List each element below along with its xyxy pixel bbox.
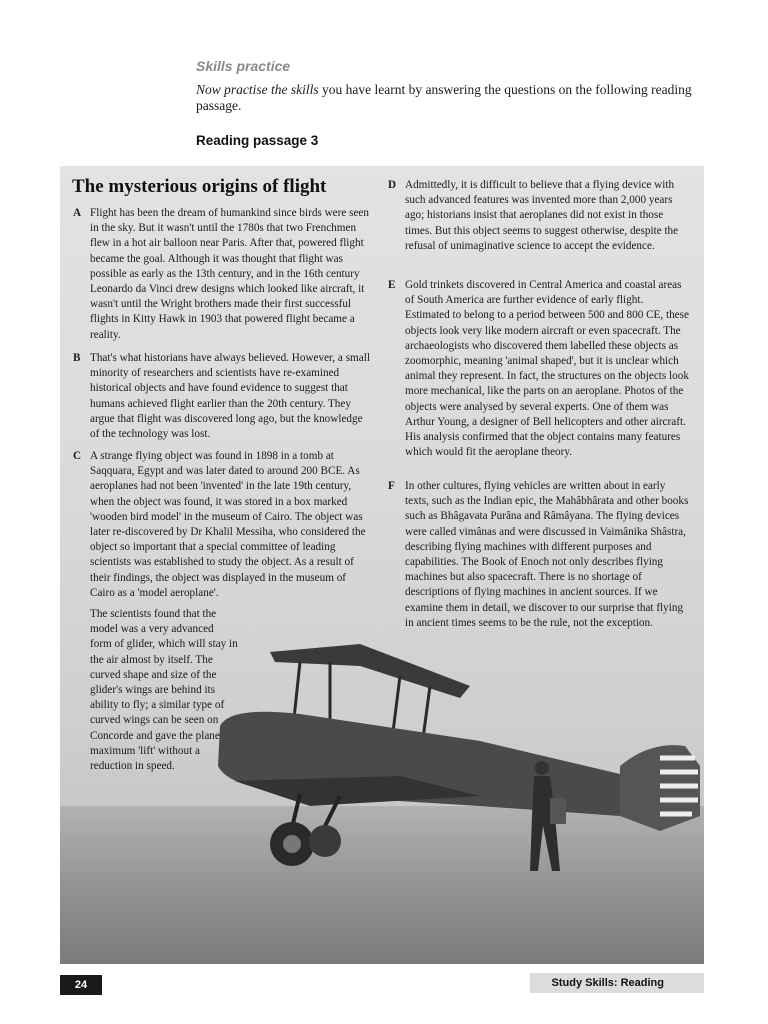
intro-text — [196, 82, 696, 114]
paragraph-letter: F — [388, 480, 395, 492]
book-title: Study Skills: Reading — [530, 973, 704, 993]
paragraph-letter: A — [73, 207, 82, 219]
paragraph-letter: C — [73, 450, 82, 462]
paragraph-text: A strange flying object was found in 1898 in a tomb at Saqquara, Egypt and was later dated to around 200 BCE. As aeroplanes had not been 'invented' in the late 19th century, when the object was found, it was stored in a box marked 'wooden bird model' in the museum of Cairo. The object was later re-discovered by Dr Khalil Messiha, who considered the object so important that a special committee of leading scientists was established to study the object. As a result of their findings, the object was displayed in the museum of Cairo as a 'model aeroplane'. — [90, 450, 366, 599]
passage-heading: Reading passage 3 — [196, 133, 319, 148]
paragraph-a — [73, 206, 372, 343]
paragraph-letter: B — [73, 352, 81, 364]
paragraph-text: In other cultures, flying vehicles are written about in early texts, such as the Indian epic, the Mahâbhârata and other books such as Bhâgavata Purâna and Râmâyana. The flying devices were called vimânas and were discussed in Vaimânika Shâstra, describing flying machines with different purposes and capabilities. The Book of Enoch not only describes flying machines but also spacecraft. There is no shortage of descriptions of flying machines in ancient sources. If we examine them in detail, we discover to our surprise that flying in ancient times seems to be the rule, not the exception. — [405, 480, 689, 629]
article-title: The mysterious origins of flight — [72, 176, 327, 197]
paragraph-e — [388, 278, 689, 460]
paragraph-text: Admittedly, it is difficult to believe that a flying device with such advanced features was invented more than 2,000 years ago; historians insist that aeroplanes did not exist in those times. But this object seems to suggest otherwise, despite the refusal of unimaginative science to accept the evidence. — [405, 179, 679, 252]
paragraph-text: Flight has been the dream of humankind since birds were seen in the sky. But it wasn't until the 1780s that two Frenchmen flew in a hot air balloon near Paris. After that, powered flight became the goal. Although it was thought that flight was possible as early as the 13th century, and in the 16th century Leonardo da Vinci drew designs which looked like aircraft, it wasn't until the Wright brothers made their first successful flights in Kitty Hawk in 1903 that powered flight became a reality. — [90, 207, 369, 341]
page-number: 24 — [60, 975, 102, 995]
paragraph-text: The scientists found that the model was a very advanced form of glider, which will stay in the air almost by itself. The curved shape and size of the glider's wings are behind its ability to fly; a similar type of curved wings can be seen on Concorde and gave the plane maximum 'lift' without a reduction in speed. — [90, 608, 238, 773]
paragraph-letter: E — [388, 279, 396, 291]
paragraph-b — [73, 351, 372, 442]
paragraph-text: Gold trinkets discovered in Central America and coastal areas of South America are further evidence of early flight. Estimated to belong to a period between 500 and 800 CE, these objects look very like modern aircraft or even spacecraft. The archaeologists who discovered them labelled these objects as zoomorphic, meaning 'animal shaped', but it is unclear which animal they represent. In fact, the structures on the objects look more mechanical, like the parts on an aeroplane. Photos of the objects were analysed by several experts. One of them was Arthur Young, a designer of Bell helicopters and other aircraft. His analysis confirmed that the object contains many features which would fit the aeroplane theory. — [405, 279, 689, 459]
paragraph-f — [388, 479, 689, 631]
article-panel — [60, 166, 704, 964]
section-title: Skills practice — [196, 58, 291, 74]
paragraph-d — [388, 178, 689, 254]
intro-lead: Now practise the skills — [196, 82, 319, 97]
paragraph-c-continued — [90, 607, 238, 774]
paragraph-c — [73, 449, 372, 601]
paragraph-letter: D — [388, 179, 397, 191]
paragraph-text: That's what historians have always believed. However, a small minority of researchers and scientists have re-examined historical objects and have found evidence to suggest that humans achieved flight earlier than the 20th century. They argue that flight was discovered long ago, but the knowledge of the technology was lost. — [90, 352, 370, 441]
intro-rest: you have learnt by answering the questions on the following reading passage. — [196, 82, 692, 113]
